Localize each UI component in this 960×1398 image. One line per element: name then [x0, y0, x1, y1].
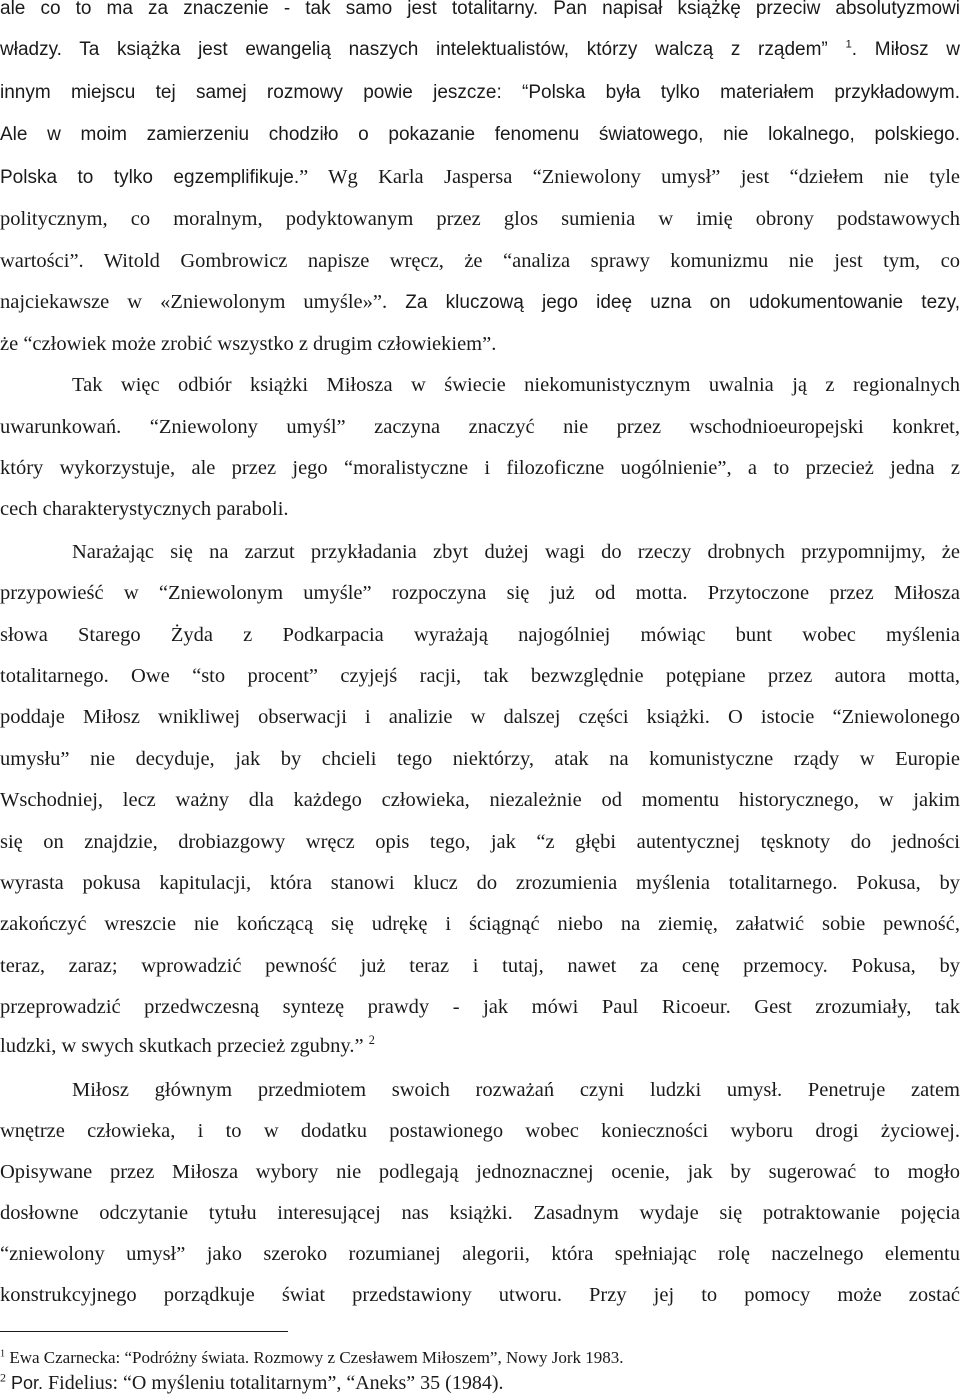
- text-span: zakończyć wreszcie nie kończącą się udrękę i ściągnąć niebo na ziemię, załatwić sobie pewność,: [0, 913, 960, 935]
- footnote-ref: 1: [845, 38, 852, 51]
- text-line: [0, 0, 960, 24]
- text-line: [0, 1116, 960, 1146]
- text-line: [0, 453, 960, 483]
- text-span: “zniewolony umysł” jako szeroko rozumianej alegorii, która spełniając rolę naczelnego elementu: [0, 1243, 960, 1265]
- text-span: umysłu” nie decyduje, jak by chcieli tego niektórzy, atak na komunistyczne rządy w Europie: [0, 748, 960, 770]
- text-span: Za kluczową jego ideę uzna on udokumentowanie tezy,: [387, 292, 960, 313]
- text-line: [0, 744, 960, 774]
- text-span: dosłowne odczytanie tytułu interesującej nas książki. Zasadnym wydaje się potraktowanie pojęcia: [0, 1202, 960, 1224]
- text-line: [0, 951, 960, 981]
- text-span: wnętrze człowieka, i to w dodatku postawionego wobec konieczności wyboru drogi życiowej.: [0, 1120, 960, 1142]
- text-span: słowa Starego Żyda z Podkarpacia wyrażają najogólniej mówiąc bunt wobec myślenia: [0, 624, 960, 646]
- text-span: ludzki, w swych skutkach przecież zgubny.”: [0, 1035, 369, 1057]
- footnote-number: 2: [0, 1370, 6, 1385]
- text-span: totalitarnego. Owe “sto procent” czyjejś racji, tak bezwzględnie potępiane przez autora motta,: [0, 665, 960, 687]
- text-span: wyrasta pokusa kapitulacji, która stanowi klucz do zrozumienia myślenia totalitarnego. Pokusa, by: [0, 872, 960, 894]
- footnote-text: Por.: [6, 1373, 44, 1393]
- text-span: politycznym, co moralnym, podyktowanym przez glos sumienia w imię obrony podstawowych: [0, 208, 960, 230]
- text-line: [0, 1031, 960, 1061]
- text-span: Opisywane przez Miłosza wybory nie podlegają jednoznacznej ocenie, jak by sugerować to mogło: [0, 1161, 960, 1183]
- text-line: [72, 1075, 960, 1105]
- text-line: [0, 702, 960, 732]
- text-span: ” Wg Karla Jaspersa “Zniewolony umysł” jest “dziełem nie tyle: [299, 166, 960, 188]
- footnote-2: [0, 1371, 504, 1395]
- footnote-text: Fidelius: “O myśleniu totalitarnym”, “Aneks” 35 (1984).: [43, 1372, 504, 1394]
- footnote-text: Ewa Czarnecka: “Podróżny świata. Rozmowy z Czesławem Miłoszem”, Nowy Jork 1983.: [5, 1348, 624, 1367]
- text-line: [0, 661, 960, 691]
- text-span: przeprowadzić przedwczesną syntezę prawdy - jak mówi Paul Ricoeur. Gest zrozumiały, tak: [0, 996, 960, 1018]
- text-span: Polska to tylko egzemplifikuje.: [0, 167, 300, 188]
- text-span: władzy. Ta książka jest ewangelią naszych intelektualistów, którzy walczą z rządem”: [0, 39, 846, 60]
- text-line: [0, 35, 960, 65]
- text-span: konstrukcyjnego porządkuje świat przedstawiony utworu. Przy jej to pomocy może zostać: [0, 1284, 960, 1306]
- text-span: . Miłosz w: [851, 39, 960, 60]
- text-line: [0, 162, 960, 193]
- text-span: przypowieść w “Zniewolonym umyśle” rozpoczyna się już od motta. Przytoczone przez Miłosza: [0, 582, 960, 604]
- text-line: [0, 827, 960, 857]
- text-line: [0, 204, 960, 234]
- text-span: Tak więc odbiór książki Miłosza w świecie niekomunistycznym uwalnia ją z regionalnych: [72, 374, 960, 396]
- footnote-ref: 2: [368, 1033, 375, 1048]
- text-line: [0, 329, 960, 359]
- footnote-separator: [0, 1331, 288, 1332]
- text-line: [0, 120, 960, 150]
- text-span: się on znajdzie, drobiazgowy wręcz opis tego, jak “z głębi autentycznej tęsknoty do jedności: [0, 831, 960, 853]
- text-span: wartości”. Witold Gombrowicz napisze wręcz, że “analiza sprawy komunizmu nie jest tym, co: [0, 250, 960, 272]
- text-span: Miłosz głównym przedmiotem swoich rozważań czyni ludzki umysł. Penetruje zatem: [72, 1079, 960, 1101]
- text-span: Ale w moim zamierzeniu chodziło o pokazanie fenomenu światowego, nie lokalnego, polskiego.: [0, 124, 960, 145]
- text-line: [0, 246, 960, 276]
- text-line: [0, 992, 960, 1022]
- text-line: [0, 1157, 960, 1187]
- text-span: poddaje Miłosz wnikliwej obserwacji i analizie w dalszej części książki. O istocie “Zniewolonego: [0, 706, 960, 728]
- text-line: [0, 909, 960, 939]
- text-line: [0, 412, 960, 442]
- text-span: Wschodniej, lecz ważny dla każdego człowieka, niezależnie od momentu historycznego, w jakim: [0, 789, 960, 811]
- footnote-number: 1: [0, 1348, 6, 1360]
- text-line: [0, 78, 960, 108]
- text-line: [0, 1198, 960, 1228]
- text-line: [72, 370, 960, 400]
- text-line: [0, 620, 960, 650]
- text-span: najciekawsze w «Zniewolonym umyśle»”.: [0, 291, 388, 313]
- text-span: teraz, zaraz; wprowadzić pewność już teraz i tutaj, nawet za cenę przemocy. Pokusa, by: [0, 955, 960, 977]
- text-span: ale co to ma za znaczenie - tak samo jest totalitarny. Pan napisał książkę przeciw absolutyzmowi: [0, 0, 960, 19]
- text-span: innym miejscu tej samej rozmowy powie jeszcze: “Polska była tylko materiałem przykładowym.: [0, 82, 960, 103]
- text-line: [0, 494, 960, 524]
- text-line: [0, 578, 960, 608]
- text-line: [0, 868, 960, 898]
- text-line: [0, 1280, 960, 1310]
- footnote-1: [0, 1346, 624, 1370]
- text-line: [0, 287, 960, 318]
- text-line: [0, 785, 960, 815]
- text-line: [0, 1239, 960, 1269]
- text-line: [72, 537, 960, 567]
- text-span: który wykorzystuje, ale przez jego “moralistyczne i filozoficzne uogólnienie”, a to przecież jedna z: [0, 457, 960, 479]
- text-span: Narażając się na zarzut przykładania zbyt dużej wagi do rzeczy drobnych przypomnijmy, że: [72, 541, 960, 563]
- text-span: uwarunkowań. “Zniewolony umyśl” zaczyna znaczyć nie przez wschodnioeuropejski konkret,: [0, 416, 960, 438]
- text-span: że “człowiek może zrobić wszystko z drugim człowiekiem”.: [0, 333, 497, 355]
- text-span: cech charakterystycznych paraboli.: [0, 498, 289, 520]
